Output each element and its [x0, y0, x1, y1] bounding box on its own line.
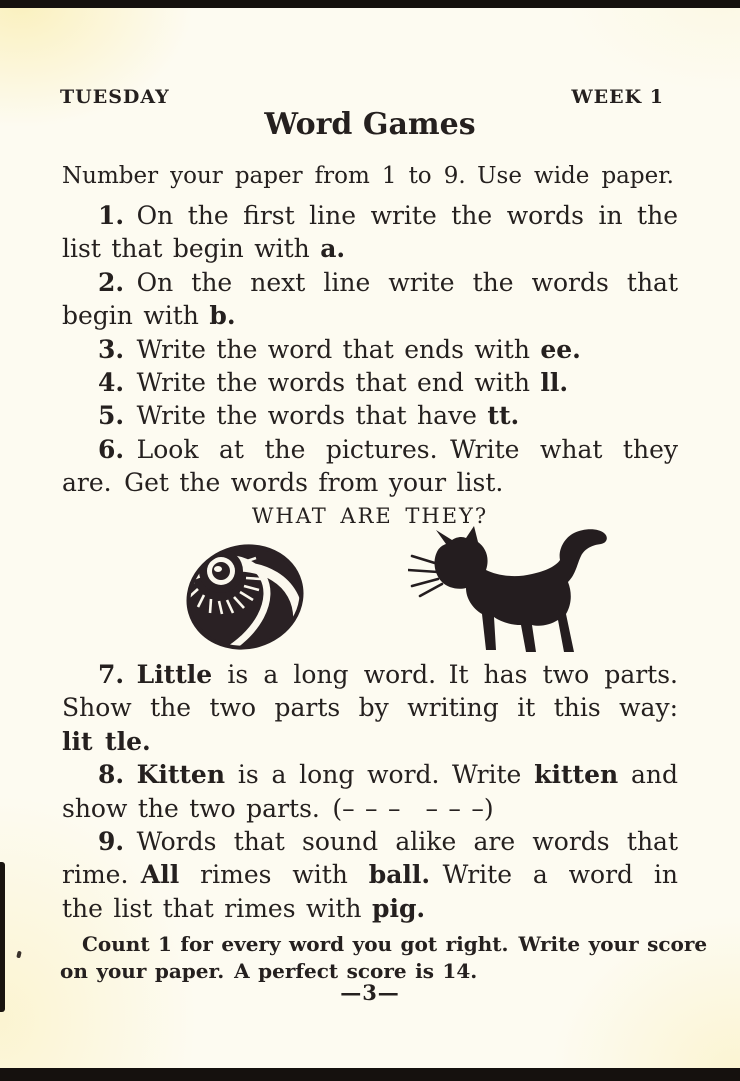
scan-edge-top — [0, 0, 740, 8]
day-label: TUESDAY — [60, 86, 170, 108]
instruction-item — [62, 266, 678, 333]
page-header — [60, 86, 664, 108]
instruction-item — [62, 399, 678, 432]
text-line: 6. Look at the pictures. Write what they — [98, 434, 678, 464]
instruction-item — [62, 366, 678, 399]
text-line: begin with b. — [62, 301, 236, 331]
text-line: 3. Write the word that ends with ee. — [98, 334, 581, 364]
instructions-7-9 — [62, 658, 678, 925]
text-line: are. Get the words from your list. — [62, 468, 504, 498]
score-note — [60, 931, 708, 984]
text-line: 8. Kitten is a long word. Write kitten and — [98, 760, 678, 790]
page-title: Word Games — [264, 107, 476, 142]
text-line: the list that rimes with pig. — [62, 893, 426, 923]
picture-caption: WHAT ARE THEY? — [251, 504, 489, 528]
text-line: rime. All rimes with ball. Write a word in — [62, 860, 678, 890]
text-line: show the two parts. (– – – – – –) — [62, 793, 494, 823]
text-line: 4. Write the words that end with ll. — [98, 368, 569, 398]
text-line: 1. On the first line write the words in the — [98, 201, 678, 230]
text-line: lit tle. — [62, 726, 151, 756]
week-label: WEEK 1 — [571, 86, 664, 108]
ball-image — [184, 540, 308, 656]
text-line: Show the two parts by writing it this way: — [62, 693, 678, 723]
text-line: 7. Little is a long word. It has two parts. — [98, 660, 678, 689]
text-line: 9. Words that sound alike are words that — [98, 827, 678, 857]
score-note-line: on your paper. A perfect score is 14. — [60, 958, 478, 983]
scan-edge-bottom — [0, 1068, 740, 1081]
score-note-line: Count 1 for every word you got right. Write your score — [82, 932, 708, 956]
text-line: 5. Write the words that have tt. — [98, 401, 520, 431]
intro-instruction: Number your paper from 1 to 9. Use wide paper. — [62, 163, 674, 189]
kitten-image — [408, 526, 620, 662]
instruction-item — [62, 333, 678, 366]
instruction-item — [62, 825, 678, 925]
instruction-item — [62, 758, 678, 825]
instruction-item — [62, 199, 678, 266]
ink-speck — [16, 951, 22, 959]
text-line: 2. On the next line write the words that — [98, 267, 678, 297]
instruction-item — [62, 658, 678, 758]
instructions-1-6 — [62, 199, 678, 500]
text-line: list that begin with a. — [62, 234, 346, 264]
page-number: —3— — [340, 980, 400, 1005]
instruction-item — [62, 433, 678, 500]
